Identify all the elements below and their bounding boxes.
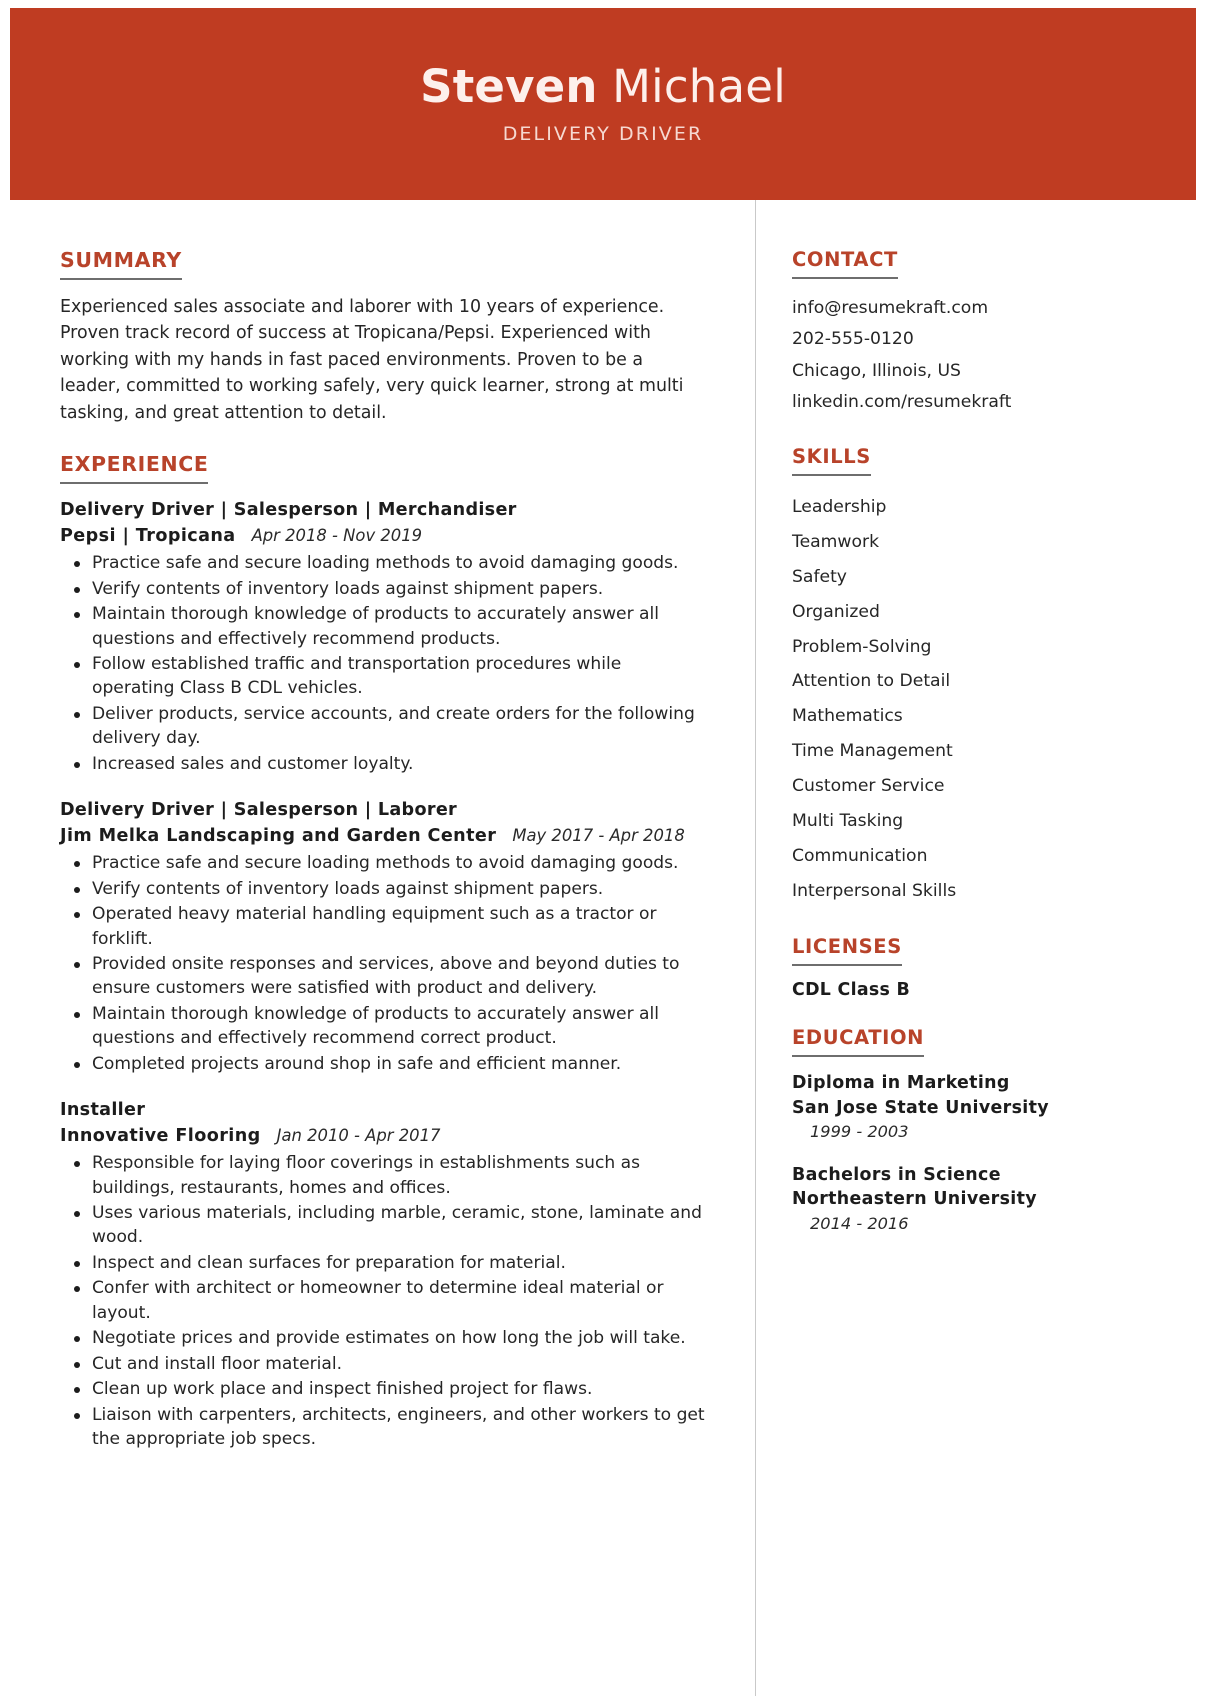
skill-item: Teamwork — [792, 531, 880, 552]
candidate-job-title: DELIVERY DRIVER — [502, 122, 704, 145]
job-company: Innovative Flooring — [60, 1125, 261, 1146]
job-role: Installer — [60, 1100, 146, 1121]
job-bullet: Maintain thorough knowledge of products to accurately answer all questions and effectively recommend correct product. — [60, 1002, 707, 1051]
job-bullet: Increased sales and customer loyalty. — [60, 752, 707, 776]
experience-section — [60, 452, 707, 1451]
job-bullet: Responsible for laying floor coverings in establishments such as buildings, restaurants, homes and offices. — [60, 1151, 707, 1200]
experience-item — [60, 1098, 707, 1451]
job-bullet: Liaison with carpenters, architects, engineers, and other workers to get the appropriate job specs. — [60, 1403, 707, 1452]
candidate-name — [420, 60, 786, 114]
first-name: Steven — [420, 60, 598, 114]
contact-location: Chicago, Illinois, US — [792, 360, 961, 381]
resume-body — [10, 200, 1196, 1696]
experience-item — [60, 798, 707, 1076]
job-meta — [60, 524, 707, 550]
contact-phone[interactable]: 202-555-0120 — [792, 329, 914, 350]
experience-item — [60, 498, 707, 776]
skill-item: Communication — [792, 846, 928, 867]
skill-item: Interpersonal Skills — [792, 881, 957, 902]
education-heading: EDUCATION — [792, 1026, 924, 1057]
skill-item: Customer Service — [792, 776, 945, 797]
last-name: Michael — [612, 60, 786, 114]
job-bullet: Confer with architect or homeowner to determine ideal material or layout. — [60, 1276, 707, 1325]
job-bullet: Practice safe and secure loading methods to avoid damaging goods. — [60, 551, 707, 575]
skill-item: Mathematics — [792, 706, 903, 727]
job-bullet: Cut and install floor material. — [60, 1352, 707, 1376]
education-item — [792, 1163, 1172, 1237]
education-school: San Jose State University — [792, 1097, 1049, 1118]
skill-item: Organized — [792, 601, 880, 622]
education-degree: Bachelors in Science — [792, 1164, 1001, 1185]
job-bullets — [60, 851, 707, 1076]
job-bullet: Practice safe and secure loading methods to avoid damaging goods. — [60, 851, 707, 875]
job-bullet: Verify contents of inventory loads against shipment papers. — [60, 577, 707, 601]
job-bullet: Completed projects around shop in safe and efficient manner. — [60, 1052, 707, 1076]
job-bullet: Inspect and clean surfaces for preparation for material. — [60, 1251, 707, 1275]
job-dates: May 2017 - Apr 2018 — [512, 825, 685, 845]
job-bullet: Clean up work place and inspect finished project for flaws. — [60, 1377, 707, 1401]
summary-heading: SUMMARY — [60, 248, 182, 280]
license-item: CDL Class B — [792, 979, 911, 1000]
job-bullet: Deliver products, service accounts, and create orders for the following delivery day. — [60, 702, 707, 751]
education-item — [792, 1071, 1172, 1145]
contact-section — [792, 248, 1172, 419]
skill-item: Multi Tasking — [792, 811, 904, 832]
contact-heading: CONTACT — [792, 248, 898, 279]
job-meta — [60, 824, 707, 850]
job-bullets — [60, 1151, 707, 1451]
sidebar-column — [755, 200, 1196, 1696]
job-bullet: Follow established traffic and transportation procedures while operating Class B CDL vehicles. — [60, 652, 707, 701]
skills-section — [792, 445, 1172, 909]
summary-text: Experienced sales associate and laborer with 10 years of experience. Proven track record of success at Tropicana/Pepsi. Experienced with working with my hands in fast paced environments. Proven to be a leader, committed to working safely, very quick learner, strong at multi tasking, and great attention to detail. — [60, 297, 684, 423]
job-role: Delivery Driver | Salesperson | Merchandiser — [60, 500, 517, 521]
job-bullet: Uses various materials, including marble, ceramic, stone, laminate and wood. — [60, 1201, 707, 1250]
contact-linkedin[interactable]: linkedin.com/resumekraft — [792, 392, 1012, 413]
resume-header — [10, 8, 1196, 200]
job-bullets — [60, 551, 707, 776]
skill-item: Problem-Solving — [792, 636, 932, 657]
job-bullet: Negotiate prices and provide estimates on how long the job will take. — [60, 1326, 707, 1350]
job-company: Pepsi | Tropicana — [60, 525, 236, 546]
skills-heading: SKILLS — [792, 445, 871, 476]
skill-item: Leadership — [792, 496, 887, 517]
licenses-section — [792, 935, 1172, 1000]
job-bullet: Provided onsite responses and services, above and beyond duties to ensure customers were satisfied with product and delivery. — [60, 952, 707, 1001]
skill-item: Safety — [792, 566, 847, 587]
job-bullet: Operated heavy material handling equipment such as a tractor or forklift. — [60, 902, 707, 951]
main-column — [10, 200, 755, 1696]
education-school: Northeastern University — [792, 1189, 1037, 1210]
summary-section — [60, 248, 707, 426]
contact-email[interactable]: info@resumekraft.com — [792, 298, 989, 318]
education-years: 1999 - 2003 — [810, 1122, 909, 1142]
job-role: Delivery Driver | Salesperson | Laborer — [60, 800, 458, 821]
licenses-heading: LICENSES — [792, 935, 902, 966]
education-degree: Diploma in Marketing — [792, 1072, 1010, 1093]
skill-item: Attention to Detail — [792, 671, 951, 692]
education-years: 2014 - 2016 — [810, 1214, 909, 1234]
education-section — [792, 1026, 1172, 1236]
job-dates: Jan 2010 - Apr 2017 — [276, 1125, 441, 1145]
job-meta — [60, 1124, 707, 1150]
job-company: Jim Melka Landscaping and Garden Center — [60, 825, 497, 846]
job-dates: Apr 2018 - Nov 2019 — [251, 525, 423, 545]
job-bullet: Verify contents of inventory loads against shipment papers. — [60, 877, 707, 901]
skill-item: Time Management — [792, 741, 953, 762]
experience-heading: EXPERIENCE — [60, 452, 208, 484]
job-bullet: Maintain thorough knowledge of products to accurately answer all questions and effectively recommend products. — [60, 602, 707, 651]
